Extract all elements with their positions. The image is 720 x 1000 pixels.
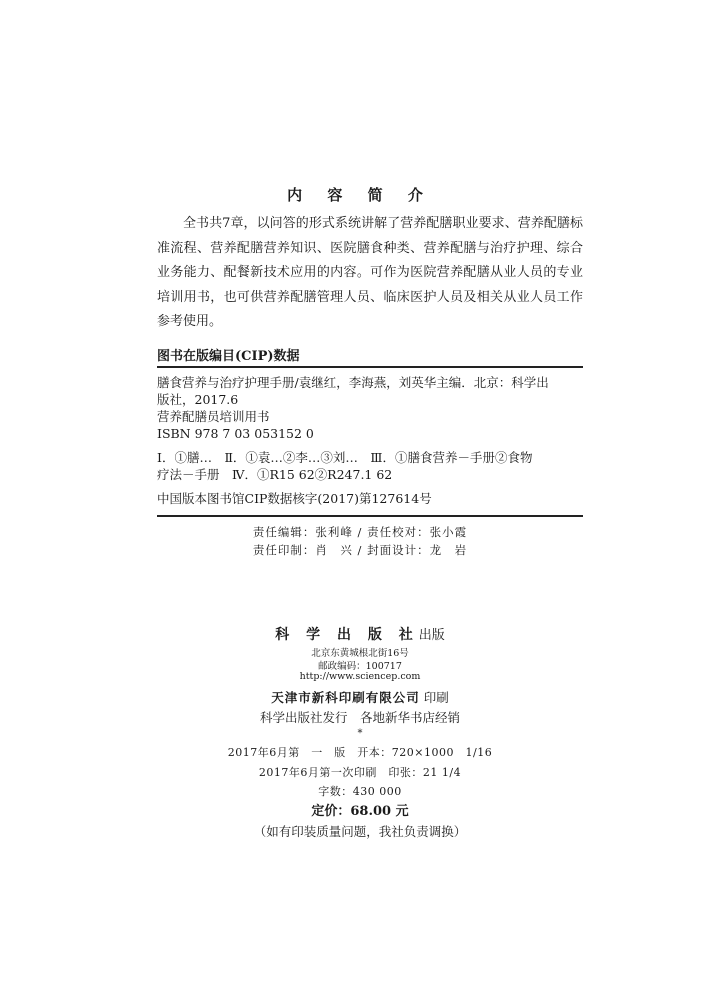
publisher-url: http://www.sciencep.com: [299, 671, 421, 682]
cip-line-classification-1: Ⅰ．①膳… Ⅱ．①袁…②李…③刘… Ⅲ．①膳食营养－手册②食物: [157, 450, 533, 465]
summary-text: 全书共7章，以问答的形式系统讲解了营养配膳职业要求、营养配膳标准流程、营养配膳营养知识、医院膳食种类、营养配膳与治疗护理、综合业务能力、配餐新技术应用的内容。可作为医院营养配膳从业人员的专业培训用书，也可供营养配膳管理人员、临床医护人员及相关从业人员工作参考使用。: [157, 216, 583, 329]
cip-line-publisher: 版社，2017.6: [157, 392, 239, 407]
spec-printing: 2017年6月第一次印刷 印张：21 1/4: [258, 766, 462, 779]
printer-name: 天津市新科印刷有限公司: [271, 690, 420, 705]
quality-note: （如有印装质量问题，我社负责调换）: [253, 824, 467, 839]
price: 定价：68.00 元: [311, 804, 409, 819]
printer-suffix: 印刷: [423, 690, 449, 705]
cip-line-classification-2: 疗法－手册 Ⅳ．①R15 62②R247.1 62: [157, 467, 393, 482]
publisher-name: [0, 624, 720, 644]
cip-top-rule: [157, 366, 583, 368]
editors-line-2: 责任印制：肖 兴 / 封面设计：龙 岩: [252, 543, 468, 557]
cip-line-title: 膳食营养与治疗护理手册/袁继红，李海燕，刘英华主编．北京：科学出: [157, 375, 549, 390]
publisher-suffix: 出版: [418, 628, 445, 643]
cip-line-series: 营养配膳员培训用书: [157, 409, 270, 424]
editors-line-1: 责任编辑：张利峰 / 责任校对：张小霞: [252, 525, 468, 539]
spec-edition: 2017年6月第 一 版 开本：720×1000 1/16: [227, 746, 493, 759]
summary-title: 内 容 简 介: [287, 186, 433, 204]
publisher-postcode: 邮政编码：100717: [318, 661, 402, 672]
cip-line-record-number: 中国版本图书馆CIP数据核字(2017)第127614号: [157, 491, 432, 506]
cip-heading: 图书在版编目(CIP)数据: [157, 349, 300, 364]
publisher-name-text: 科 学 出 版 社: [275, 627, 419, 643]
separator-star: *: [357, 728, 363, 739]
publisher-address: 北京东黄城根北街16号: [311, 648, 409, 659]
cip-bottom-rule: [157, 515, 583, 517]
spec-word-count: 字数：430 000: [318, 785, 402, 798]
distribution-line: 科学出版社发行 各地新华书店经销: [259, 710, 460, 725]
printer-line: [0, 688, 720, 706]
cip-line-isbn: ISBN 978 7 03 053152 0: [157, 426, 314, 441]
